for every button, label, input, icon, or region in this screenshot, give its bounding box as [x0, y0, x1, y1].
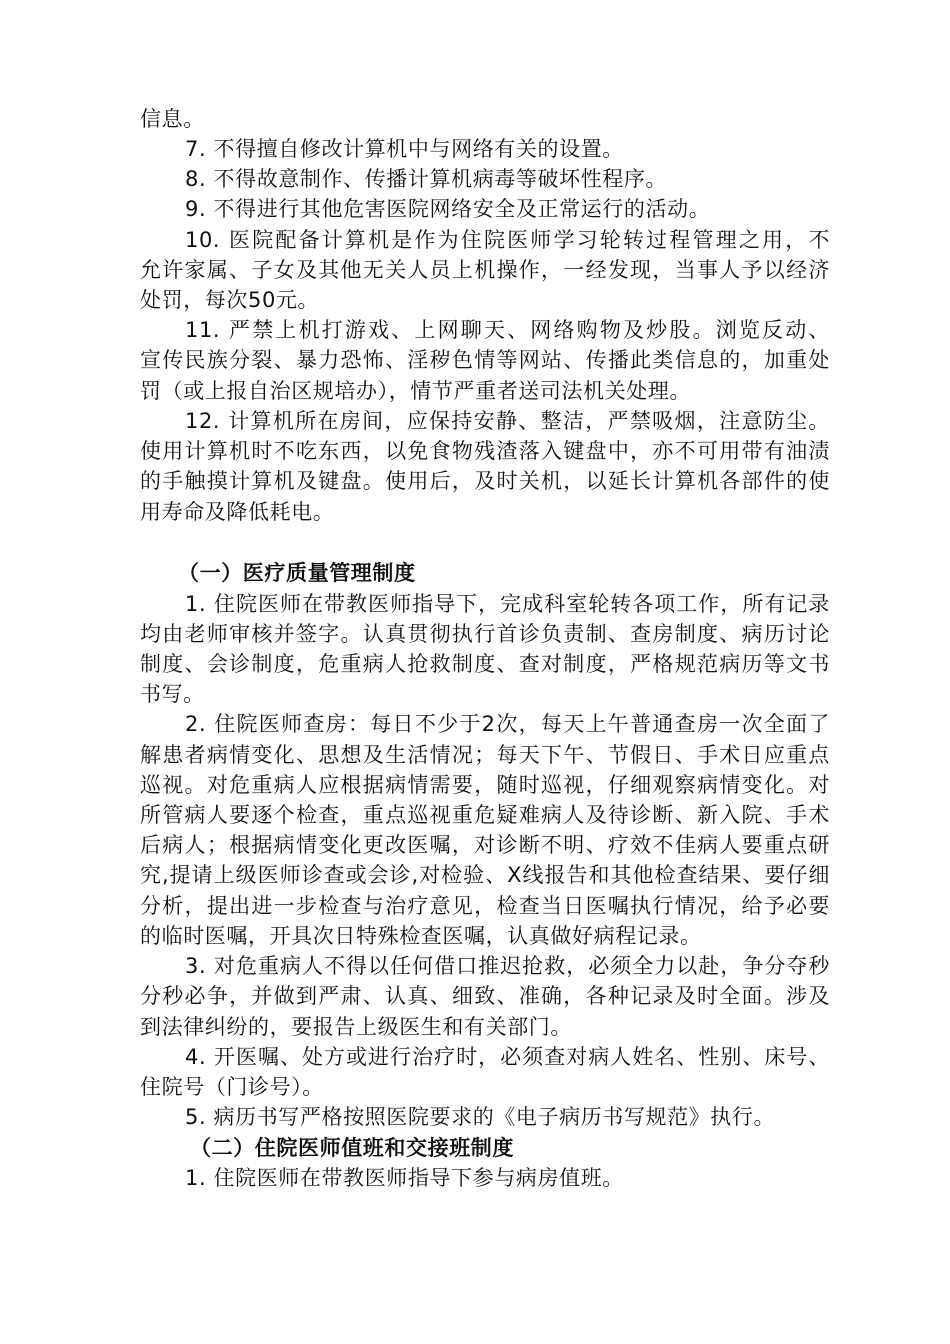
text-line: 巡视。对危重病人应根据病情需要，随时巡视，仔细观察病情变化。对: [140, 773, 830, 797]
section-heading-1: （一）医疗质量管理制度: [178, 561, 416, 585]
text-line: 信息。: [140, 107, 205, 131]
quality-item-2: 2. 住院医师查房：每日不少于2次，每天上午普通查房一次全面了: [185, 712, 830, 736]
text-line: 分析，提出进一步检查与治疗意见，检查当日医嘱执行情况，给予必要: [140, 894, 830, 918]
text-line: 允许家属、子女及其他无关人员上机操作，一经发现，当事人予以经济: [140, 258, 830, 282]
text-line: 后病人；根据病情变化更改医嘱，对诊断不明、疗效不佳病人要重点研: [140, 833, 830, 857]
text-line: 的临时医嘱，开具次日特殊检查医嘱，认真做好病程记录。: [140, 924, 702, 948]
rule-item-11: 11. 严禁上机打游戏、上网聊天、网络购物及炒股。浏览反动、: [185, 318, 830, 342]
text-line: 究,提请上级医师诊查或会诊,对检验、X线报告和其他检查结果、要仔细: [140, 863, 830, 887]
quality-item-3: 3. 对危重病人不得以任何借口推迟抢救，必须全力以赴，争分夺秒: [185, 954, 830, 978]
text-line: 宣传民族分裂、暴力恐怖、淫秽色情等网站、传播此类信息的，加重处: [140, 348, 830, 372]
rule-item-12: 12. 计算机所在房间，应保持安静、整洁，严禁吸烟，注意防尘。: [185, 409, 830, 433]
text-line: 均由老师审核并签字。认真贯彻执行首诊负责制、查房制度、病历讨论: [140, 622, 830, 646]
section-heading-2: （二）住院医师值班和交接班制度: [190, 1136, 514, 1160]
quality-item-4: 4. 开医嘱、处方或进行治疗时，必须查对病人姓名、性别、床号、: [185, 1045, 830, 1069]
text-line: 所管病人要逐个检查，重点巡视重危疑难病人及待诊断、新入院、手术: [140, 803, 830, 827]
rule-item-8: 8. 不得故意制作、传播计算机病毒等破坏性程序。: [185, 167, 668, 191]
rule-item-10: 10. 医院配备计算机是作为住院医师学习轮转过程管理之用，不: [185, 228, 830, 252]
quality-item-5: 5. 病历书写严格按照医院要求的《电子病历书写规范》执行。: [185, 1105, 776, 1129]
text-line: 的手触摸计算机及键盘。使用后，及时关机，以延长计算机各部件的使: [140, 469, 830, 493]
rule-item-7: 7. 不得擅自修改计算机中与网络有关的设置。: [185, 137, 624, 161]
quality-item-1: 1. 住院医师在带教医师指导下，完成科室轮转各项工作，所有记录: [185, 592, 830, 616]
text-line: 分秒必争，并做到严肃、认真、细致、准确，各种记录及时全面。涉及: [140, 984, 830, 1008]
text-line: 处罚，每次50元。: [140, 288, 320, 312]
text-line: 制度、会诊制度，危重病人抢救制度、查对制度，严格规范病历等文书: [140, 652, 830, 676]
text-line: 罚（或上报自治区规培办），情节严重者送司法机关处理。: [140, 379, 692, 403]
text-line: 到法律纠纷的，要报告上级医生和有关部门。: [140, 1015, 572, 1039]
duty-item-1: 1. 住院医师在带教医师指导下参与病房值班。: [185, 1166, 624, 1190]
text-line: 住院号（门诊号）。: [140, 1075, 324, 1099]
text-line: 用寿命及降低耗电。: [140, 500, 335, 524]
text-line: 解患者病情变化、思想及生活情况；每天下午、节假日、手术日应重点: [140, 743, 830, 767]
text-line: 书写。: [140, 682, 205, 706]
text-line: 使用计算机时不吃东西，以免食物残渣落入键盘中，亦不可用带有油渍: [140, 439, 830, 463]
rule-item-9: 9. 不得进行其他危害医院网络安全及正常运行的活动。: [185, 197, 711, 221]
